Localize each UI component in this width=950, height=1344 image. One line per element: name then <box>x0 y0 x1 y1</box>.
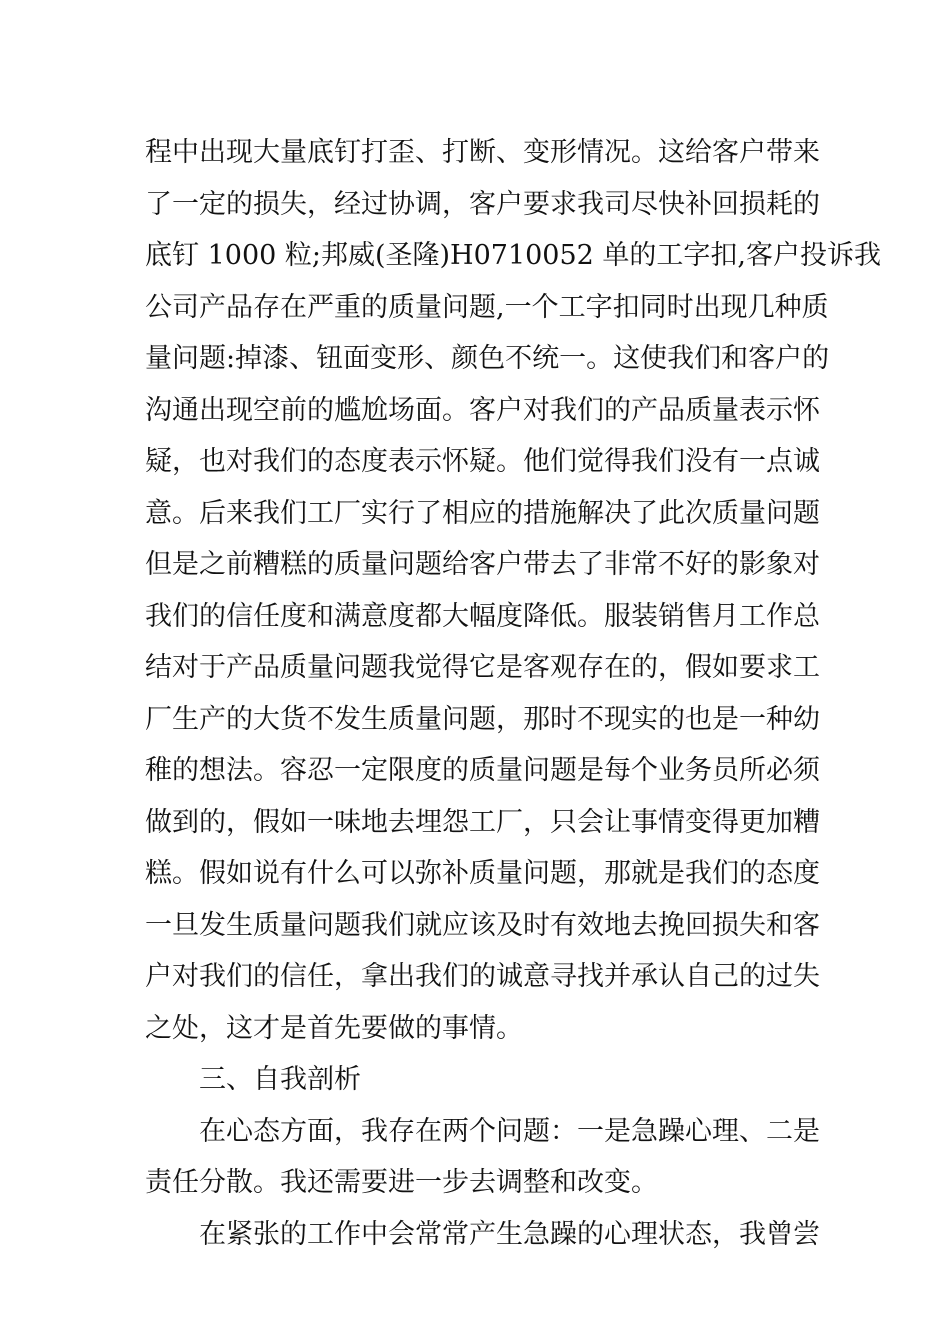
section-heading: 三、自我剖析 <box>199 1064 361 1095</box>
text-line: 疑，也对我们的态度表示怀疑。他们觉得我们没有一点诚 <box>145 446 820 477</box>
paragraph-3 <box>145 1209 820 1261</box>
paragraph-2 <box>145 1106 820 1209</box>
text-line: 程中出现大量底钉打歪、打断、变形情况。这给客户带来 <box>145 137 820 168</box>
text-line: 结对于产品质量问题我觉得它是客观存在的，假如要求工 <box>145 652 820 683</box>
text-line: 了一定的损失，经过协调，客户要求我司尽快补回损耗的 <box>145 188 820 220</box>
text-line: 稚的想法。容忍一定限度的质量问题是每个业务员所必须 <box>145 755 820 786</box>
text-line: 厂生产的大货不发生质量问题，那时不现实的也是一种幼 <box>145 703 820 735</box>
text-line: 意。后来我们工厂实行了相应的措施解决了此次质量问题 <box>145 497 820 529</box>
text-line: 一旦发生质量问题我们就应该及时有效地去挽回损失和客 <box>145 909 820 941</box>
text-line: 在紧张的工作中会常常产生急躁的心理状态，我曾尝 <box>199 1218 820 1250</box>
text-line: 沟通出现空前的尴尬场面。客户对我们的产品质量表示怀 <box>145 394 820 426</box>
text-line: 但是之前糟糕的质量问题给客户带去了非常不好的影象对 <box>145 549 820 580</box>
text-line: 底钉 1000 粒;邦威(圣隆)H0710052 单的工字扣,客户投诉我 <box>145 240 881 271</box>
text-line: 糕。假如说有什么可以弥补质量问题，那就是我们的态度 <box>145 858 820 889</box>
text-line: 我们的信任度和满意度都大幅度降低。服装销售月工作总 <box>145 600 820 632</box>
text-line: 量问题:掉漆、钮面变形、颜色不统一。这使我们和客户的 <box>145 343 830 374</box>
text-line: 户对我们的信任，拿出我们的诚意寻找并承认自己的过失 <box>145 961 820 992</box>
text-line: 在心态方面，我存在两个问题：一是急躁心理、二是 <box>199 1115 820 1147</box>
document-body <box>145 127 881 1260</box>
text-line: 做到的，假如一味地去埋怨工厂，只会让事情变得更加糟 <box>145 806 820 838</box>
text-line: 公司产品存在严重的质量问题,一个工字扣同时出现几种质 <box>145 291 829 323</box>
text-line: 责任分散。我还需要进一步去调整和改变。 <box>145 1167 658 1198</box>
text-line: 之处，这才是首先要做的事情。 <box>145 1012 523 1044</box>
paragraph-1 <box>145 127 881 1054</box>
